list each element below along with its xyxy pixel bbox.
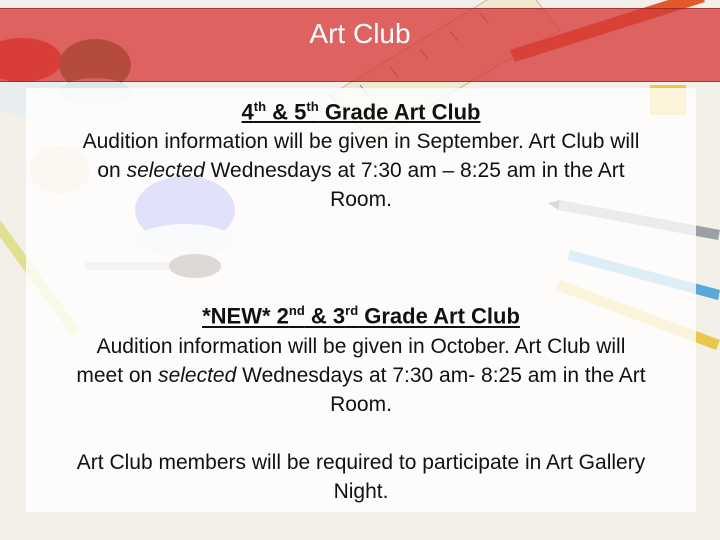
- content-text: [26, 92, 696, 506]
- section2-body: Audition information will be given in October. Art Club will meet on selected Wednesdays at 7:30 am- 8:25 am in the Art Room.: [76, 334, 646, 416]
- section1-heading: 4th & 5th Grade Art Club: [241, 99, 481, 125]
- slide-title: Art Club: [309, 18, 411, 49]
- section1-body: Audition information will be given in September. Art Club will on selected Wednesdays at 7:30 am – 8:25 am in the Art Room.: [82, 130, 640, 212]
- section3-body: Art Club members will be required to participate in Art Gallery Night.: [76, 450, 646, 503]
- section2-heading: *NEW* 2nd & 3rd Grade Art Club: [202, 303, 520, 329]
